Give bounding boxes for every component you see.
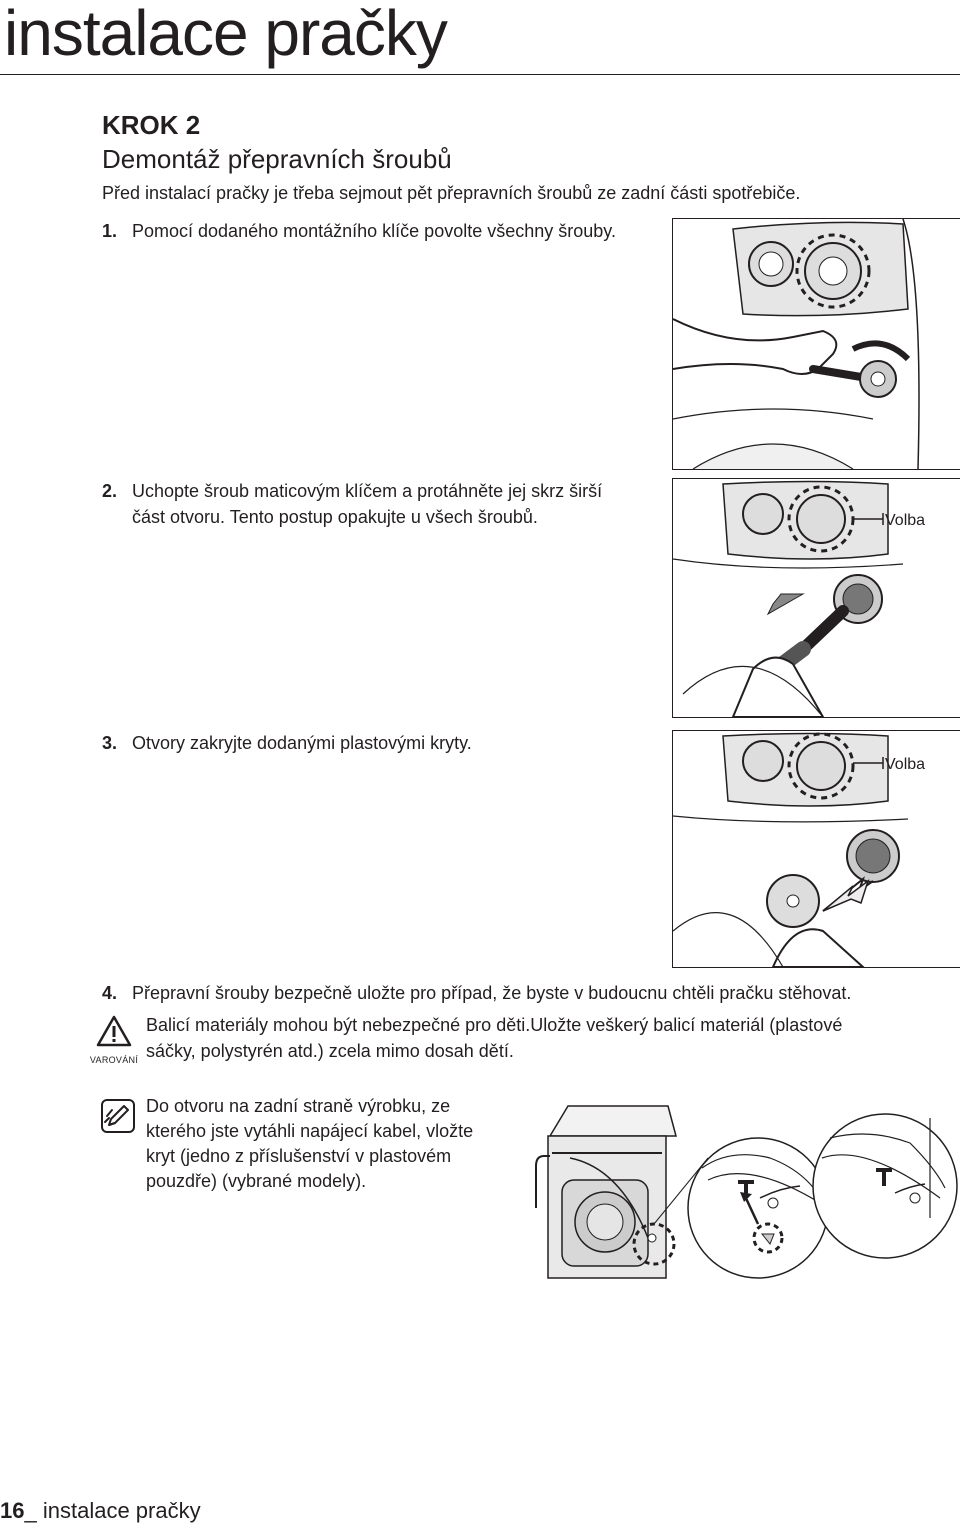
note-line-1: Do otvoru na zadní straně výrobku, ze [146, 1096, 451, 1116]
warning-text [146, 1012, 842, 1064]
footer-separator: _ [24, 1498, 37, 1523]
title-divider [0, 74, 960, 75]
step-1 [102, 218, 616, 244]
note-pencil-icon [100, 1098, 136, 1134]
step-label: KROK 2 [102, 110, 201, 140]
footer-section: instalace pračky [42, 1498, 201, 1523]
warning-line-2: sáčky, polystyrén atd.) zcela mimo dosah dětí. [146, 1041, 514, 1061]
page-title: instalace pračky [4, 0, 447, 69]
figure-2-label: Volba [885, 512, 926, 529]
step-3-text: Otvory zakryjte dodanými plastovými kryty. [132, 733, 472, 753]
step-2-text-line1: Uchopte šroub maticovým klíčem a protáhněte jej skrz širší [132, 481, 603, 501]
note-icon-wrap [100, 1098, 136, 1139]
step-2 [102, 478, 672, 530]
figure-bolt-removal [672, 478, 960, 718]
page-number: 16 [0, 1498, 25, 1523]
note-text [146, 1094, 526, 1194]
figure-cap-insertion [672, 730, 960, 968]
warning-badge: VAROVÁNÍ [89, 1055, 139, 1065]
note-line-2: kterého jste vytáhli napájecí kabel, vložte [146, 1121, 474, 1141]
step-4 [102, 980, 851, 1006]
step-2-number: 2. [102, 481, 118, 501]
note-line-4: pouzdře) (vybrané modely). [146, 1171, 367, 1191]
step-3 [102, 730, 472, 756]
warning-line-1: Balicí materiály mohou být nebezpečné pro děti.Uložte veškerý balicí materiál (plastové [146, 1015, 843, 1035]
warning-block-icon [86, 1014, 142, 1064]
step-1-number: 1. [102, 221, 118, 241]
step-1-text: Pomocí dodaného montážního klíče povolte všechny šrouby. [132, 221, 616, 241]
figure-back-cover [530, 1098, 960, 1288]
step-2-text-line2: část otvoru. Tento postup opakujte u všech šroubů. [132, 507, 538, 527]
figure-wrench-loosening [672, 218, 960, 470]
note-line-3: kryt (jedno z příslušenství v plastovém [146, 1146, 452, 1166]
figure-3-label: Volba [885, 756, 926, 773]
section-heading: Demontáž přepravních šroubů [102, 144, 452, 174]
step-4-number: 4. [102, 983, 118, 1003]
intro-text: Před instalací pračky je třeba sejmout pět přepravních šroubů ze zadní části spotřebiče. [102, 183, 801, 203]
step-4-text: Přepravní šrouby bezpečně uložte pro případ, že byste v budoucnu chtěli pračku stěhovat. [132, 983, 852, 1003]
page-footer [0, 1498, 201, 1524]
warning-triangle-icon [86, 1014, 142, 1048]
step-3-number: 3. [102, 733, 118, 753]
